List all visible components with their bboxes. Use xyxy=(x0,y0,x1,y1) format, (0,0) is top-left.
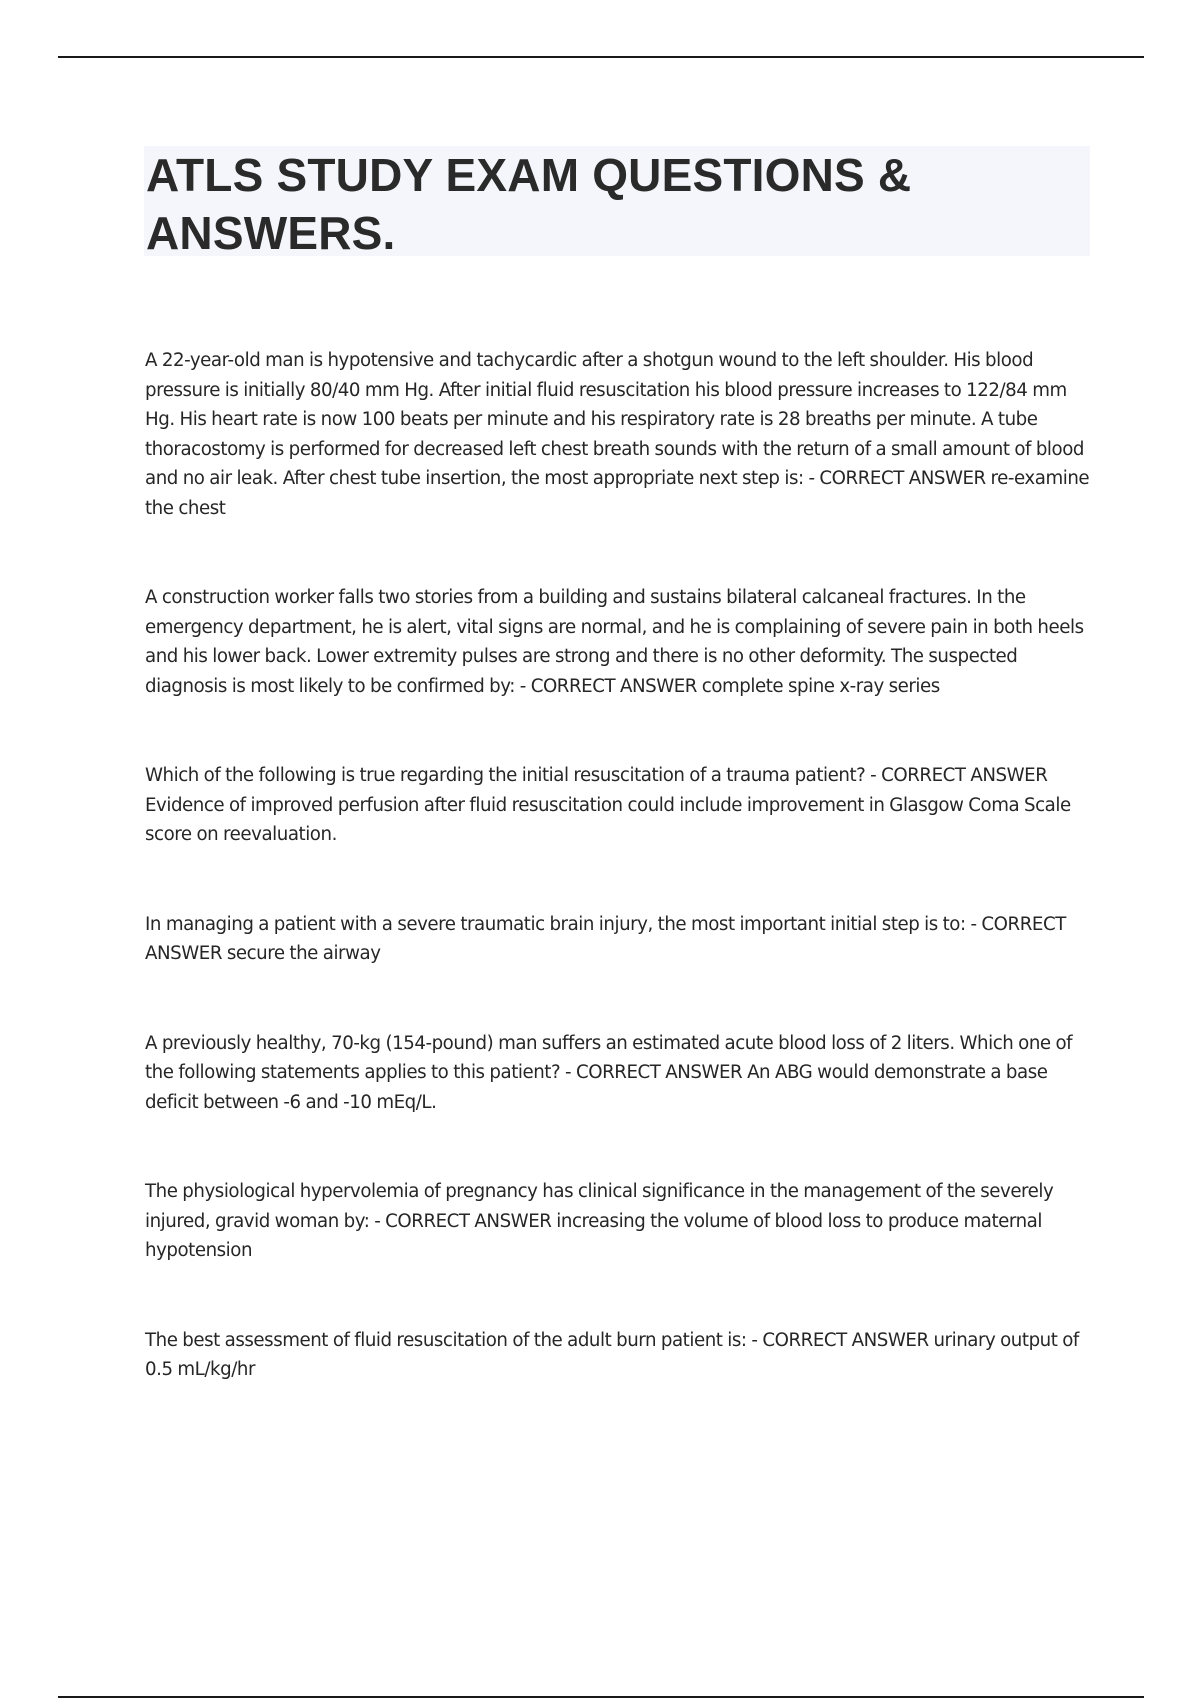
qa-item: A construction worker falls two stories from a building and sustains bilateral calcaneal fractures. In the emergency department, he is alert, vital signs are normal, and he is complaining of severe pain in both heels and his lower back. Lower extremity pulses are strong and there is no other deformity. The suspected diagnosis is most likely to be confirmed by: - CORRECT ANSWER complete spine x-ray series xyxy=(145,587,1084,697)
qa-item: Which of the following is true regarding the initial resuscitation of a trauma patient? - CORRECT ANSWER Evidence of improved perfusion after fluid resuscitation could include improvement in Glasgow Coma Scale score on reevaluation. xyxy=(145,765,1071,845)
top-rule xyxy=(58,56,1144,58)
qa-item: The best assessment of fluid resuscitation of the adult burn patient is: - CORRECT ANSWER urinary output of 0.5 mL/kg/hr xyxy=(145,1329,1079,1380)
qa-item: The physiological hypervolemia of pregnancy has clinical significance in the management of the severely injured, gravid woman by: - CORRECT ANSWER increasing the volume of blood loss to produce maternal hypotension xyxy=(145,1181,1054,1261)
qa-list xyxy=(145,346,1095,1385)
bottom-rule xyxy=(58,1696,1144,1698)
qa-item: A previously healthy, 70-kg (154-pound) man suffers an estimated acute blood loss of 2 liters. Which one of the following statements applies to this patient? - CORRECT ANSWER An ABG would demonstrate a base deficit between -6 and -10 mEq/L. xyxy=(145,1032,1073,1113)
qa-item: A 22-year-old man is hypotensive and tachycardic after a shotgun wound to the left shoulder. His blood pressure is initially 80/40 mm Hg. After initial fluid resuscitation his blood pressure increases to 122/84 mm Hg. His heart rate is now 100 beats per minute and his respiratory rate is 28 breaths per minute. A tube thoracostomy is performed for decreased left chest breath sounds with the return of a small amount of blood and no air leak. After chest tube insertion, the most appropriate next step is: - CORRECT ANSWER re-examine the chest xyxy=(145,350,1090,519)
page-title: ATLS STUDY EXAM QUESTIONS & ANSWERS. xyxy=(146,149,912,259)
qa-item: In managing a patient with a severe traumatic brain injury, the most important initial step is to: - CORRECT ANSWER secure the airway xyxy=(145,913,1066,964)
title-banner xyxy=(144,146,1090,259)
